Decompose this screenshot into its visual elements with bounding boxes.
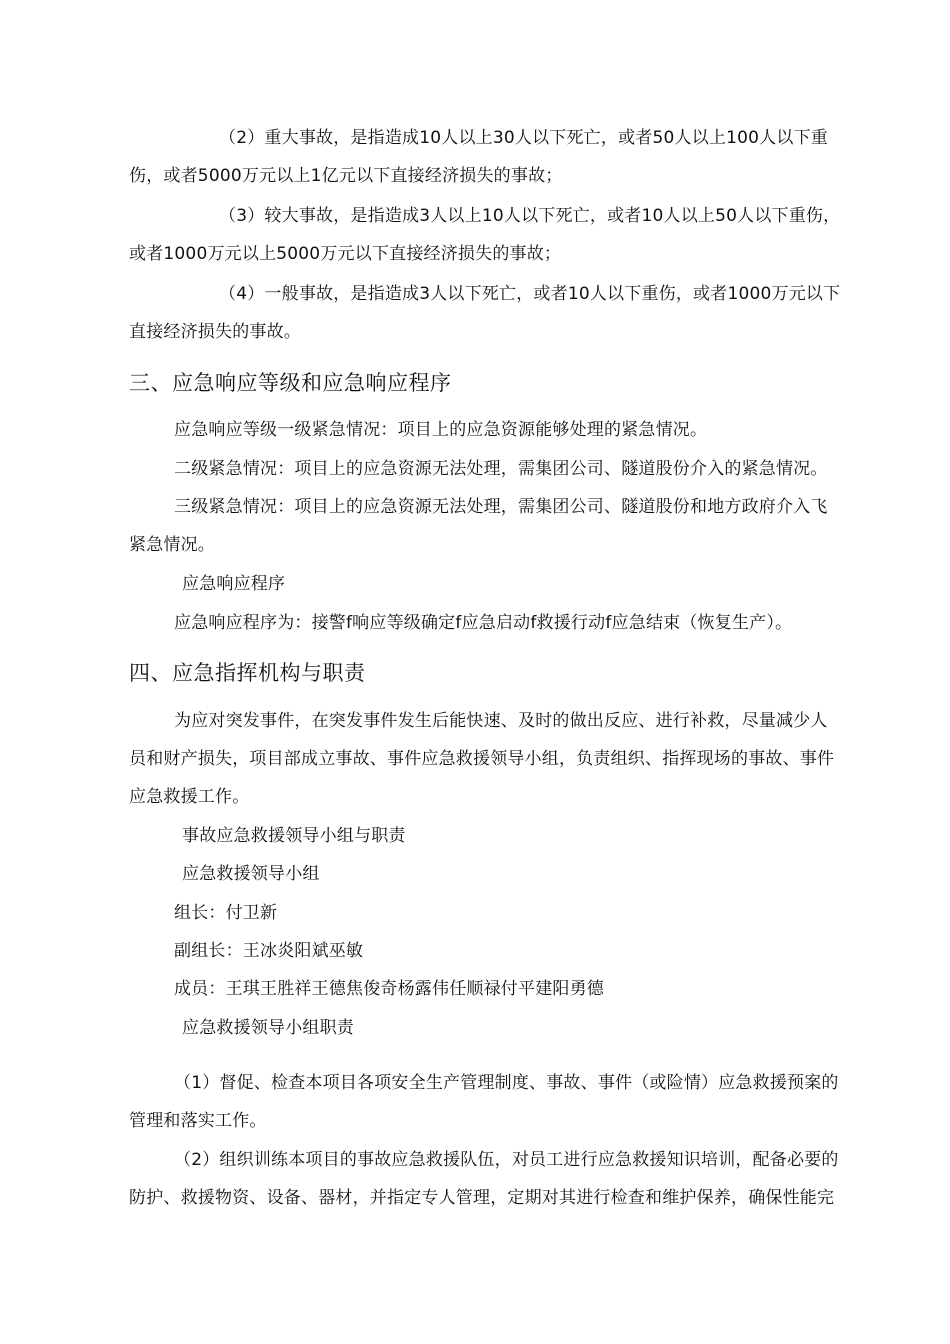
section-heading-4: 四、应急指挥机构与职责 <box>129 661 366 685</box>
intro-line1: 为应对突发事件，在突发事件发生后能快速、及时的做出反应、进行补救，尽量减少人 <box>174 711 828 731</box>
section-heading-3: 三、应急响应等级和应急响应程序 <box>129 371 452 395</box>
response-level-3-line1: 三级紧急情况：项目上的应急资源无法处理，需集团公司、隧道股份和地方政府介入飞 <box>174 497 828 517</box>
intro-line2: 员和财产损失，项目部成立事故、事件应急救援领导小组，负责组织、指挥现场的事故、事件 <box>129 749 835 769</box>
duty-1-line1: （1）督促、检查本项目各项安全生产管理制度、事故、事件（或险情）应急救援预案的 <box>174 1073 839 1093</box>
paragraph-major-accident-line2: 伤，或者5000万元以上1亿元以下直接经济损失的事故； <box>129 166 563 186</box>
paragraph-general-accident-line2: 直接经济损失的事故。 <box>129 322 301 342</box>
subheading-team-duties: 事故应急救援领导小组与职责 <box>182 826 406 846</box>
subheading-team-responsibilities: 应急救援领导小组职责 <box>182 1018 354 1038</box>
paragraph-large-accident-line1: （3）较大事故，是指造成3人以上10人以下死亡，或者10人以上50人以下重伤， <box>219 206 841 226</box>
team-leader: 组长：付卫新 <box>174 903 278 923</box>
response-level-1: 应急响应等级一级紧急情况：项目上的应急资源能够处理的紧急情况。 <box>174 420 708 440</box>
duty-1-line2: 管理和落实工作。 <box>129 1111 267 1131</box>
response-level-2: 二级紧急情况：项目上的应急资源无法处理，需集团公司、隧道股份介入的紧急情况。 <box>174 459 828 479</box>
team-deputy: 副组长：王冰炎阳斌巫敏 <box>174 941 364 961</box>
procedure-title: 应急响应程序 <box>182 574 286 594</box>
duty-2-line2: 防护、救援物资、设备、器材，并指定专人管理，定期对其进行检查和维护保养，确保性能完 <box>129 1188 835 1208</box>
paragraph-major-accident-line1: （2）重大事故，是指造成10人以上30人以下死亡，或者50人以上100人以下重 <box>219 128 828 148</box>
intro-line3: 应急救援工作。 <box>129 787 250 807</box>
procedure-text: 应急响应程序为：接警f响应等级确定f应急启动f救援行动f应急结束（恢复生产）。 <box>174 613 793 633</box>
response-level-3-line2: 紧急情况。 <box>129 535 215 555</box>
paragraph-general-accident-line1: （4）一般事故，是指造成3人以下死亡，或者10人以下重伤，或者1000万元以下 <box>219 284 841 304</box>
team-members: 成员：王琪王胜祥王德焦俊奇杨露伟任顺禄付平建阳勇德 <box>174 979 604 999</box>
duty-2-line1: （2）组织训练本项目的事故应急救援队伍，对员工进行应急救援知识培训，配备必要的 <box>174 1150 839 1170</box>
paragraph-large-accident-line2: 或者1000万元以上5000万元以下直接经济损失的事故； <box>129 244 562 264</box>
subheading-team: 应急救援领导小组 <box>182 864 320 884</box>
